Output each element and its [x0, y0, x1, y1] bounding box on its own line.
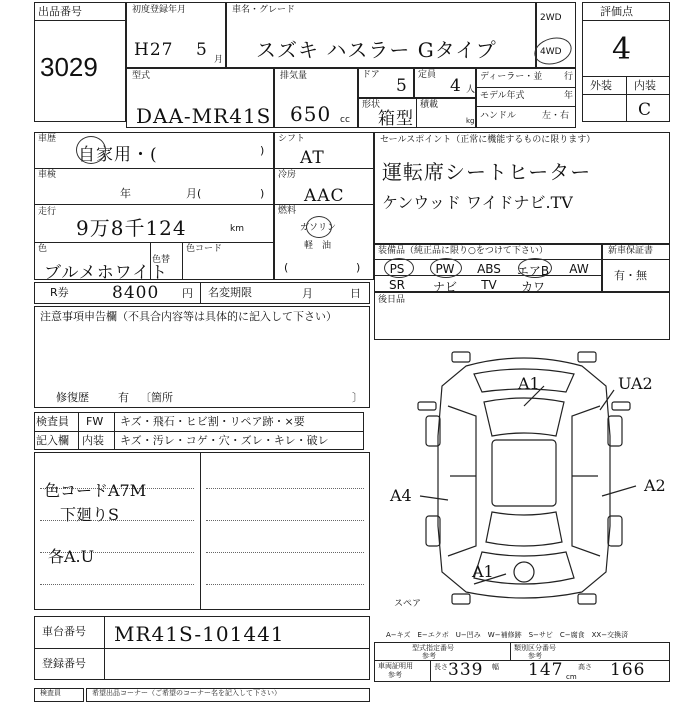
name-change-day: 日 [350, 287, 361, 300]
mileage-value: 9万8千124 [76, 216, 187, 240]
recycle-value: 8400 [112, 283, 160, 303]
first-reg-month-unit: 月 [214, 55, 224, 65]
equip-airbag: エアB [516, 264, 550, 278]
sales-line1: 運転席シートヒーター [382, 160, 592, 184]
legend-length-value: 339 [448, 660, 484, 680]
repair-close: 〕 [352, 391, 363, 404]
load-unit: kg [466, 117, 475, 125]
interior-label: 内装 [634, 79, 656, 92]
drive-4wd: 4WD [540, 47, 562, 57]
legend-class-label: 類別区分番号 [514, 644, 556, 652]
shape-value: 箱型 [378, 109, 414, 129]
inspector-interior: 内装 [82, 434, 104, 447]
doors-value: 5 [396, 76, 408, 96]
diagram-left-mark: A4 [390, 486, 412, 505]
name-change-month: 月 [302, 287, 313, 300]
fuel-circle [306, 216, 332, 238]
first-reg-month: 5 [196, 40, 208, 60]
ac-value: AAC [304, 186, 345, 206]
capacity-value: 4 [450, 76, 462, 96]
legend-spec-ref: 参考 [422, 652, 436, 660]
shape-label: 形状 [362, 100, 381, 110]
score-label: 評価点 [600, 5, 633, 18]
mileage-unit: km [230, 224, 244, 234]
sales-label: セールスポイント（正常に機能するものに限ります） [380, 135, 596, 145]
legend-width-value: 147 [528, 660, 564, 680]
repair-label: 修復歴 [56, 391, 89, 404]
legend-width-unit: cm [566, 673, 577, 681]
inspection-month: 月( [186, 187, 202, 200]
dealer-row3-opts: 左・右 [542, 111, 570, 121]
score-value: 4 [612, 32, 632, 67]
legend-height-label: 高さ [578, 663, 592, 671]
capacity-unit: 人 [466, 85, 476, 95]
inspection-year: 年 [120, 187, 131, 200]
interior-value: C [638, 100, 653, 120]
footer-label: 検査員 [40, 689, 61, 697]
displacement-unit: cc [340, 115, 350, 125]
legend-marks: A−キズ E−エクボ U−凹み W−補修跡 S−サビ C−腐食 XX−交換済 [386, 631, 629, 639]
dealer-row1-mark: 行 [564, 72, 574, 82]
note-line1: 色コードA7M [44, 481, 147, 500]
name-change-label: 名変期限 [208, 286, 252, 299]
color-code-label: 色コード [186, 244, 223, 254]
legend-length-label: 長さ [434, 663, 448, 671]
car-name-label: 車名・グレード [232, 5, 296, 15]
shift-label: シフト [278, 134, 306, 144]
chassis-label: 車台番号 [42, 625, 86, 638]
equip-aw: AW [569, 262, 589, 276]
capacity-label: 定員 [418, 70, 437, 80]
sales-box [374, 132, 670, 244]
note-line3: 各A.U [48, 547, 95, 566]
equip-pw-circle [430, 258, 462, 278]
color-change-label: 色替 [152, 255, 171, 265]
equip-sr: SR [389, 278, 405, 292]
history-circle [76, 136, 106, 164]
chassis-value: MR41S-101441 [114, 622, 285, 646]
load-label: 積載 [420, 100, 439, 110]
dealer-row1: ディーラー・並 [480, 72, 543, 82]
history-value: 自家用・( [78, 145, 158, 165]
notes-label: 注意事項申告欄（不具合内容等は具体的に記入して下さい） [40, 310, 337, 323]
note-line2: 下廻りS [60, 505, 119, 524]
dealer-row3: ハンドル [480, 111, 517, 121]
inspection-label: 車検 [38, 170, 57, 180]
legend-cert-label: 車両証明用 [378, 662, 413, 670]
fuel-diesel: 軽 油 [304, 241, 332, 251]
notes-area [34, 452, 370, 610]
first-reg-label: 初度登録年月 [132, 5, 187, 15]
fuel-paren-open: ( [284, 261, 289, 274]
fuel-paren-close: ) [356, 261, 361, 274]
legend-class-ref: 参考 [528, 652, 542, 660]
equip-pw: PW [435, 262, 455, 276]
equip-ps: PS [389, 262, 405, 276]
inspector-fw: FW [86, 415, 104, 428]
recycle-unit: 円 [182, 287, 193, 300]
recycle-label: R券 [50, 286, 69, 299]
repair-place: 〔箇所 [140, 391, 173, 404]
repair-value: 有 [118, 391, 129, 404]
fuel-label: 燃料 [278, 206, 297, 216]
diagram-spare-label: スペア [394, 599, 422, 609]
inspector-entry-label: 記入欄 [36, 434, 69, 447]
lot-number: 3029 [40, 52, 98, 82]
doors-label: ドア [362, 70, 380, 80]
dealer-row2-unit: 年 [564, 91, 574, 101]
legend-spec-label: 型式指定番号 [412, 644, 454, 652]
diagram-right-mark: A2 [644, 476, 666, 495]
legend-width-label: 幅 [492, 663, 499, 671]
equip-airbag-circle [518, 258, 552, 278]
diagram-front-mark: A1 [518, 374, 540, 393]
after-fit-label: 後日品 [378, 295, 406, 305]
after-fit-box [374, 292, 670, 340]
inspection-close: ) [260, 187, 265, 200]
diagram-front-right-mark: UA2 [618, 374, 653, 393]
lot-label: 出品番号 [38, 5, 82, 18]
ac-label: 冷房 [278, 170, 297, 180]
warranty-label: 新車保証書 [608, 246, 654, 256]
color-label: 色 [38, 244, 48, 254]
legend-cert-ref: 参考 [388, 671, 402, 679]
exterior-label: 外装 [590, 79, 612, 92]
dealer-row2: モデル年式 [480, 91, 525, 101]
inspector-label: 検査員 [36, 415, 69, 428]
equip-tv: TV [481, 278, 497, 292]
equipment-label: 装備品（純正品に限り○をつけて下さい） [378, 246, 548, 256]
recycle-box [34, 282, 370, 304]
model-value: DAA-MR41S [136, 104, 272, 128]
color-value: ブルメホワイト [44, 263, 169, 283]
legend-height-value: 166 [610, 660, 646, 680]
warranty-value: 有・無 [614, 269, 647, 282]
shift-value: AT [300, 148, 325, 168]
inspector-interior-items: キズ・汚レ・コゲ・穴・ズレ・キレ・破レ [120, 434, 329, 447]
drive-2wd: 2WD [540, 13, 562, 23]
first-reg-era: H27 [134, 40, 174, 60]
equip-navi: ナビ [432, 280, 457, 294]
footer-note: 希望出品コーナー（ご希望のコーナー名を記入して下さい） [92, 689, 281, 697]
mileage-label: 走行 [38, 207, 57, 217]
displacement-value: 650 [290, 102, 332, 126]
history-close: ) [260, 144, 265, 157]
equip-ps-circle [384, 258, 414, 278]
equip-abs: ABS [477, 262, 501, 276]
sales-line2: ケンウッド ワイドナビ.TV [382, 193, 573, 212]
diagram-rear-mark: A1 [472, 562, 494, 581]
model-label: 型式 [132, 71, 151, 81]
fuel-gasoline: ガソリン [300, 223, 337, 233]
inspector-fw-items: キズ・飛石・ヒビ割・リペア跡・×要 [120, 415, 305, 428]
registration-label: 登録番号 [42, 657, 86, 670]
history-label: 車歴 [38, 134, 57, 144]
displacement-label: 排気量 [280, 71, 308, 81]
car-name-value: スズキ ハスラー Gタイプ [256, 38, 497, 62]
equip-leather: カワ [520, 280, 545, 294]
